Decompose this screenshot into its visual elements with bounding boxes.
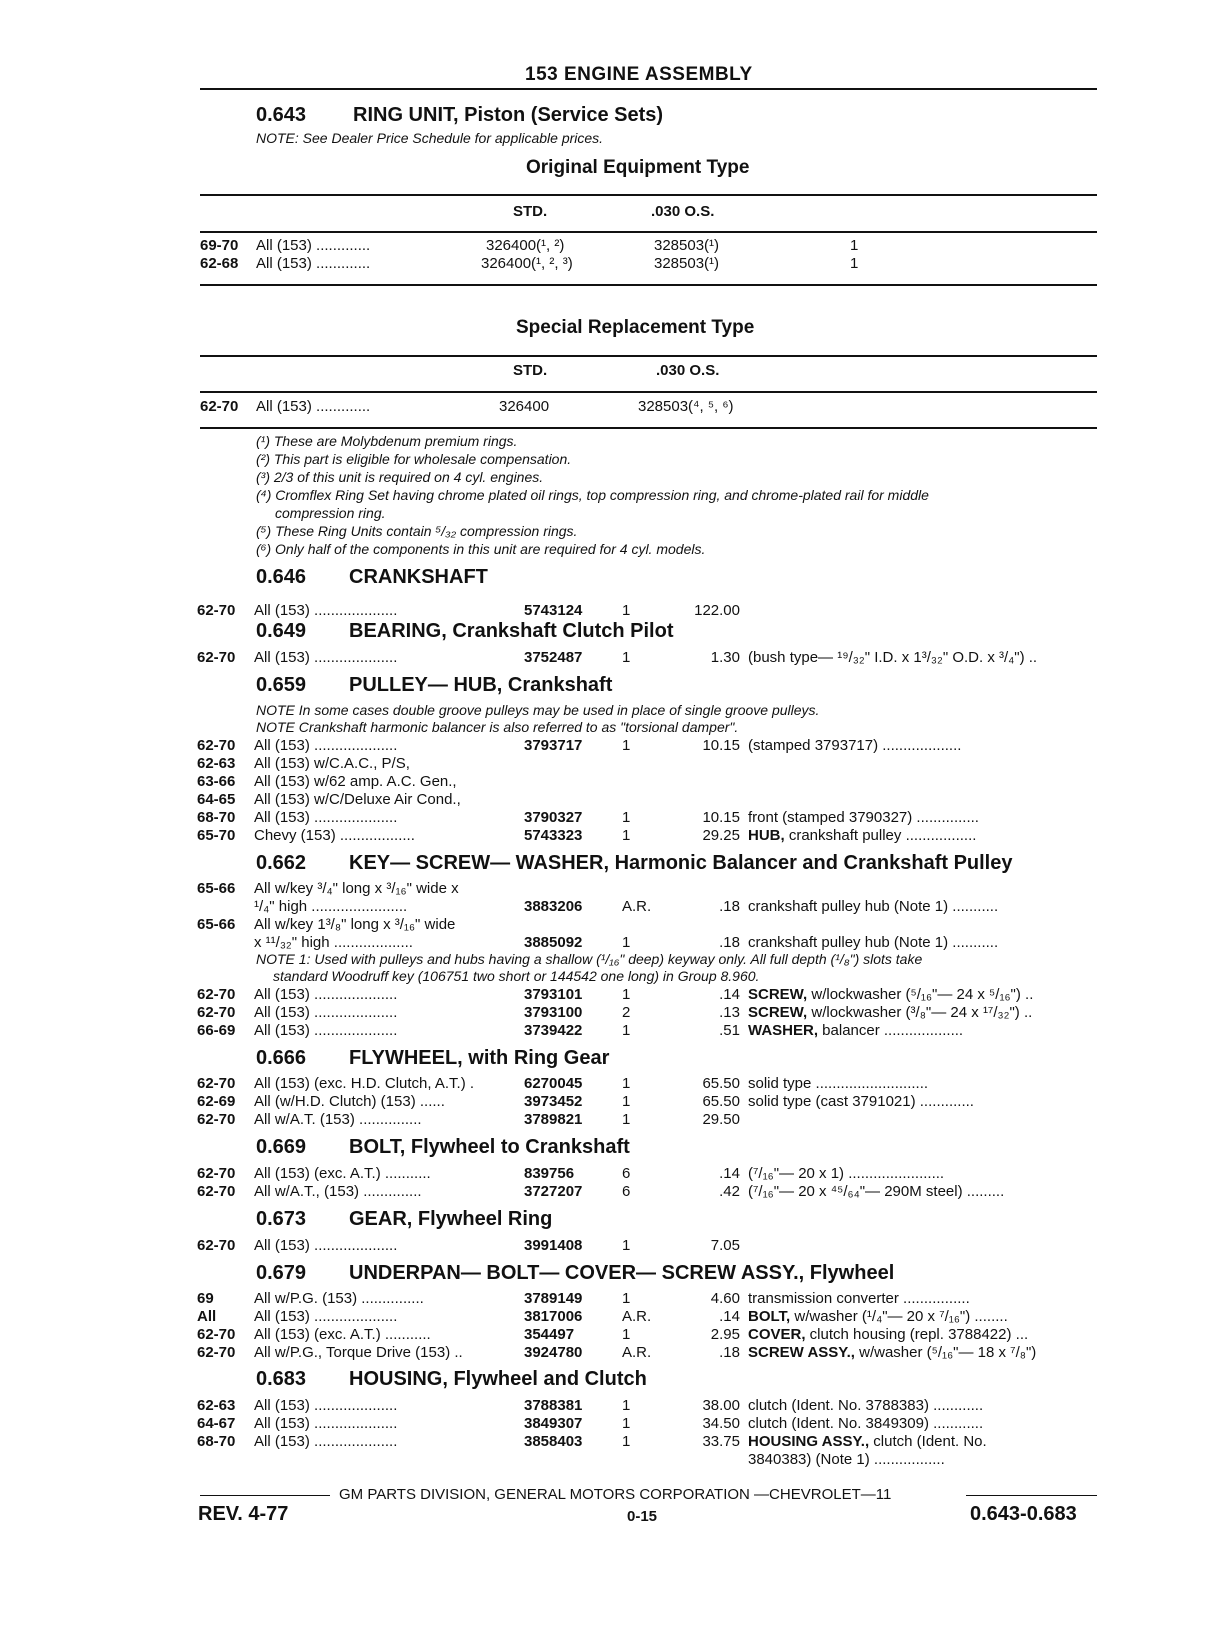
footnote: (⁴) Cromflex Ring Set having chrome plated oil rings, top compression ring, and chrome-plated rail for middle <box>256 487 929 503</box>
row-application: All (153) .................... <box>254 1237 398 1254</box>
section-name: CRANKSHAFT <box>349 566 488 588</box>
oe-table-head-rule <box>200 231 1097 233</box>
oe-table-top-rule <box>200 194 1097 196</box>
row-part-number: 3789821 <box>524 1111 583 1128</box>
row-years: 64-65 <box>197 791 236 808</box>
row-application: All (153) .................... <box>254 1308 398 1325</box>
row-description <box>748 898 998 915</box>
row-part-number: 3793101 <box>524 986 583 1003</box>
row-application: All (153) .................... <box>254 1004 398 1021</box>
row-years: 62-70 <box>197 649 236 666</box>
row-price: 1.30 <box>710 649 740 666</box>
section-note: NOTE 1: Used with pulleys and hubs having a shallow (¹/₁₆" deep) keyway only. All full depth (¹/₈") slots take <box>256 951 923 967</box>
sr-col-os: .030 O.S. <box>656 362 720 379</box>
section-name: RING UNIT, Piston (Service Sets) <box>353 104 664 126</box>
section-note: NOTE In some cases double groove pulleys may be used in place of single groove pulleys. <box>256 702 820 718</box>
row-price: 38.00 <box>702 1397 740 1414</box>
row-description-text: transmission converter ................ <box>748 1290 970 1307</box>
row-description-text: solid type ........................... <box>748 1075 929 1092</box>
sr-table-top-rule <box>200 355 1097 357</box>
row-part-number: 3924780 <box>524 1344 583 1361</box>
row-application: Chevy (153) .................. <box>254 827 415 844</box>
footer-range: 0.643-0.683 <box>970 1503 1077 1525</box>
footnote: (²) This part is eligible for wholesale compensation. <box>256 451 572 467</box>
row-application: All (153) w/C/Deluxe Air Cond., <box>254 791 461 808</box>
row-years: 62-70 <box>200 398 239 415</box>
row-application: All w/A.T. (153) ............... <box>254 1111 422 1128</box>
row-part-number: 839756 <box>524 1165 575 1182</box>
row-price: .14 <box>719 1308 740 1325</box>
row-price: 10.15 <box>702 737 740 754</box>
row-description-text: clutch (Ident. No. 3788383) ............ <box>748 1397 984 1414</box>
row-description-text: clutch (Ident. No. <box>869 1433 987 1450</box>
row-qty: 1 <box>622 1326 631 1343</box>
row-description <box>748 1397 983 1414</box>
sr-type-heading: Special Replacement Type <box>516 317 755 338</box>
row-part-number: 3858403 <box>524 1433 583 1450</box>
row-description <box>748 1290 970 1307</box>
row-qty: 1 <box>622 1237 631 1254</box>
row-part-number: 3883206 <box>524 898 583 915</box>
row-application: x ¹¹/₃₂" high ................... <box>254 934 413 951</box>
row-description-keyword: HUB, <box>748 827 785 844</box>
section-code: 0.666 <box>256 1047 307 1069</box>
row-std-part: 326400(¹, ², ³) <box>481 255 573 272</box>
row-qty: 1 <box>622 649 631 666</box>
row-application: All (153) .................... <box>254 986 398 1003</box>
row-price: 7.05 <box>710 1237 740 1254</box>
row-description-keyword: COVER, <box>748 1326 806 1343</box>
row-description-text: w/lockwasher (⁵/₁₆"— 24 x ⁵/₁₆") .. <box>807 986 1034 1003</box>
row-application: All (153) .................... <box>254 1022 398 1039</box>
section-name: FLYWHEEL, with Ring Gear <box>349 1047 610 1069</box>
row-application: All (153) w/C.A.C., P/S, <box>254 755 410 772</box>
row-price: .51 <box>719 1022 740 1039</box>
section-name: BOLT, Flywheel to Crankshaft <box>349 1136 630 1158</box>
row-qty: 1 <box>622 1075 631 1092</box>
row-description-text: (bush type— ¹⁹/₃₂" I.D. x 1³/₃₂" O.D. x ³/₄") .. <box>748 649 1038 666</box>
row-price: 65.50 <box>702 1075 740 1092</box>
page-title: 153 ENGINE ASSEMBLY <box>525 64 753 85</box>
row-description <box>748 809 979 826</box>
row-application: ¹/₄" high ....................... <box>254 898 408 915</box>
row-part-number: 3817006 <box>524 1308 583 1325</box>
row-qty: 1 <box>622 1093 631 1110</box>
row-years: 62-68 <box>200 255 239 272</box>
row-qty: 2 <box>622 1004 631 1021</box>
row-years: 68-70 <box>197 809 236 826</box>
row-years: 69 <box>197 1290 214 1307</box>
row-application: All (153) .................... <box>254 649 398 666</box>
row-description <box>748 1415 983 1432</box>
section-code: 0.673 <box>256 1208 307 1230</box>
section-name: KEY— SCREW— WASHER, Harmonic Balancer and Crankshaft Pulley <box>349 852 1013 874</box>
row-description <box>748 1183 1004 1200</box>
row-application: All (w/H.D. Clutch) (153) ...... <box>254 1093 445 1110</box>
row-price: .14 <box>719 1165 740 1182</box>
row-years: 62-70 <box>197 1326 236 1343</box>
row-os-part: 328503(¹) <box>654 237 720 254</box>
row-years: 62-70 <box>197 1344 236 1361</box>
row-description-keyword: SCREW, <box>748 1004 808 1021</box>
row-years: 62-70 <box>197 737 236 754</box>
row-part-number: 5743323 <box>524 827 583 844</box>
row-years: 64-67 <box>197 1415 236 1432</box>
row-price: 29.50 <box>702 1111 740 1128</box>
row-application: All (153) .................... <box>254 602 398 619</box>
section-code: 0.646 <box>256 566 307 588</box>
row-qty: 1 <box>622 986 631 1003</box>
section-name: HOUSING, Flywheel and Clutch <box>349 1368 647 1390</box>
row-os-part: 328503(¹) <box>654 255 720 272</box>
row-part-number: 3727207 <box>524 1183 583 1200</box>
row-description-text: front (stamped 3790327) ............... <box>748 809 979 826</box>
row-qty: 6 <box>622 1183 631 1200</box>
row-application: All (153) .................... <box>254 809 398 826</box>
row-description-text: crankshaft pulley hub (Note 1) ........... <box>748 934 999 951</box>
row-years: 65-66 <box>197 880 236 897</box>
section-code: 0.662 <box>256 852 307 874</box>
footer-page-number: 0-15 <box>627 1508 658 1525</box>
row-qty: A.R. <box>622 898 652 915</box>
row-application: All w/A.T., (153) .............. <box>254 1183 422 1200</box>
row-years: 62-70 <box>197 1165 236 1182</box>
row-part-number: 3752487 <box>524 649 583 666</box>
row-years: 69-70 <box>200 237 239 254</box>
row-description-text: w/washer (⁵/₁₆"— 18 x ⁷/₈") <box>854 1344 1037 1361</box>
row-years: 68-70 <box>197 1433 236 1450</box>
row-years: 62-70 <box>197 1183 236 1200</box>
row-price: .18 <box>719 1344 740 1361</box>
row-price: 122.00 <box>694 602 740 619</box>
row-description <box>748 1004 1032 1021</box>
row-os-part: 328503(⁴, ⁵, ⁶) <box>638 398 734 415</box>
section-code: 0.683 <box>256 1368 307 1390</box>
oe-col-std: STD. <box>513 203 548 220</box>
row-description <box>748 1093 974 1110</box>
row-part-number: 6270045 <box>524 1075 583 1092</box>
row-qty: 1 <box>622 1022 631 1039</box>
row-application: All (153) (exc. A.T.) ........... <box>254 1326 431 1343</box>
row-qty: 6 <box>622 1165 631 1182</box>
row-description-keyword: BOLT, <box>748 1308 791 1325</box>
row-description <box>748 737 961 754</box>
row-description <box>748 1344 1036 1361</box>
row-application: All (153) ............. <box>256 398 371 415</box>
row-qty: 1 <box>850 237 859 254</box>
row-description-keyword: WASHER, <box>748 1022 819 1039</box>
row-description-keyword: SCREW ASSY., <box>748 1344 855 1361</box>
oe-col-os: .030 O.S. <box>651 203 715 220</box>
row-price: .13 <box>719 1004 740 1021</box>
footer-revision: REV. 4-77 <box>198 1503 289 1525</box>
row-description-text: w/lockwasher (³/₈"— 24 x ¹⁷/₃₂") .. <box>807 1004 1033 1021</box>
row-description-text: (⁷/₁₆"— 20 x ⁴⁵/₆₄"— 290M steel) ......... <box>748 1183 1005 1200</box>
row-price: .18 <box>719 898 740 915</box>
row-part-number: 3788381 <box>524 1397 583 1414</box>
footnote: (³) 2/3 of this unit is required on 4 cyl. engines. <box>256 469 544 485</box>
section-code: 0.669 <box>256 1136 307 1158</box>
row-years: 62-70 <box>197 602 236 619</box>
footer-division: GM PARTS DIVISION, GENERAL MOTORS CORPORATION —CHEVROLET—11 <box>339 1486 892 1503</box>
sr-col-std: STD. <box>513 362 548 379</box>
sr-table-bottom-rule <box>200 427 1097 429</box>
row-qty: 1 <box>622 809 631 826</box>
row-years: 62-70 <box>197 1237 236 1254</box>
row-description-text: solid type (cast 3791021) ............. <box>748 1093 974 1110</box>
row-description <box>748 986 1033 1003</box>
row-description <box>748 1165 944 1182</box>
section-note: NOTE Crankshaft harmonic balancer is also referred to as "torsional damper". <box>256 719 739 735</box>
row-description-text: w/washer (¹/₄"— 20 x ⁷/₁₆") ........ <box>790 1308 1008 1325</box>
row-price: .14 <box>719 986 740 1003</box>
row-description-text: (stamped 3793717) ................... <box>748 737 962 754</box>
row-years: All <box>197 1308 217 1325</box>
footnote: (¹) These are Molybdenum premium rings. <box>256 433 518 449</box>
row-description-text: clutch (Ident. No. 3849309) ............ <box>748 1415 984 1432</box>
row-application: All (153) ............. <box>256 237 371 254</box>
row-qty: 1 <box>622 934 631 951</box>
footnote: (⁶) Only half of the components in this unit are required for 4 cyl. models. <box>256 541 706 557</box>
row-qty: 1 <box>850 255 859 272</box>
row-qty: A.R. <box>622 1344 652 1361</box>
row-description-keyword: HOUSING ASSY., <box>748 1433 870 1450</box>
row-part-number: 3973452 <box>524 1093 583 1110</box>
row-price: 2.95 <box>710 1326 740 1343</box>
row-application: All (153) .................... <box>254 1433 398 1450</box>
row-part-number: 3793717 <box>524 737 583 754</box>
row-qty: 1 <box>622 827 631 844</box>
row-qty: 1 <box>622 602 631 619</box>
row-part-number: 3739422 <box>524 1022 583 1039</box>
row-description-text: (⁷/₁₆"— 20 x 1) ....................... <box>748 1165 945 1182</box>
row-description <box>748 934 998 951</box>
row-description <box>748 827 976 844</box>
row-years: 65-66 <box>197 916 236 933</box>
row-description <box>748 1075 928 1092</box>
row-qty: 1 <box>622 1111 631 1128</box>
row-std-part: 326400(¹, ²) <box>486 237 565 254</box>
section-note: standard Woodruff key (106751 two short or 144542 one long) in Group 8.960. <box>273 968 760 984</box>
row-price: 29.25 <box>702 827 740 844</box>
row-qty: 1 <box>622 1415 631 1432</box>
row-part-number: 3793100 <box>524 1004 583 1021</box>
row-description-text: crankshaft pulley ................. <box>784 827 977 844</box>
footnote: compression ring. <box>275 505 386 521</box>
row-application: All (153) .................... <box>254 1415 398 1432</box>
row-part-number: 3790327 <box>524 809 583 826</box>
row-part-number: 354497 <box>524 1326 575 1343</box>
section-code: 0.659 <box>256 674 307 696</box>
row-description-text: 3840383) (Note 1) ................. <box>748 1451 945 1468</box>
row-application: All (153) .................... <box>254 1397 398 1414</box>
section-name: PULLEY— HUB, Crankshaft <box>349 674 613 696</box>
row-qty: A.R. <box>622 1308 652 1325</box>
row-years: 62-70 <box>197 1004 236 1021</box>
row-application: All (153) (exc. A.T.) ........... <box>254 1165 431 1182</box>
row-part-number: 3885092 <box>524 934 583 951</box>
footer-rule-right <box>966 1495 1097 1496</box>
row-application: All (153) ............. <box>256 255 371 272</box>
row-description <box>748 1308 1008 1325</box>
row-years: 62-63 <box>197 1397 236 1414</box>
section-code: 0.643 <box>256 104 307 126</box>
sr-table-head-rule <box>200 391 1097 393</box>
row-description <box>748 649 1037 666</box>
row-application: All w/P.G. (153) ............... <box>254 1290 424 1307</box>
row-application: All (153) (exc. H.D. Clutch, A.T.) . <box>254 1075 475 1092</box>
row-price: 34.50 <box>702 1415 740 1432</box>
row-part-number: 3991408 <box>524 1237 583 1254</box>
row-price: 33.75 <box>702 1433 740 1450</box>
row-price: .18 <box>719 934 740 951</box>
row-description <box>748 1326 1028 1343</box>
section-name: GEAR, Flywheel Ring <box>349 1208 553 1230</box>
row-years: 62-69 <box>197 1093 236 1110</box>
row-years: 62-63 <box>197 755 236 772</box>
row-price: .42 <box>719 1183 740 1200</box>
row-application: All w/key ³/₄" long x ³/₁₆" wide x <box>254 880 459 897</box>
row-std-part: 326400 <box>499 398 550 415</box>
row-qty: 1 <box>622 1433 631 1450</box>
row-description <box>748 1451 945 1468</box>
row-years: 65-70 <box>197 827 236 844</box>
row-description-keyword: SCREW, <box>748 986 808 1003</box>
section-code: 0.649 <box>256 620 307 642</box>
row-part-number: 3789149 <box>524 1290 583 1307</box>
row-part-number: 5743124 <box>524 602 583 619</box>
row-qty: 1 <box>622 1397 631 1414</box>
row-part-number: 3849307 <box>524 1415 583 1432</box>
row-description-text: clutch housing (repl. 3788422) ... <box>805 1326 1029 1343</box>
section-name: BEARING, Crankshaft Clutch Pilot <box>349 620 674 642</box>
row-description-text: crankshaft pulley hub (Note 1) ........... <box>748 898 999 915</box>
row-description-text: balancer ................... <box>818 1022 964 1039</box>
row-description <box>748 1433 987 1450</box>
row-years: 62-70 <box>197 1075 236 1092</box>
row-price: 10.15 <box>702 809 740 826</box>
row-years: 62-70 <box>197 986 236 1003</box>
header-rule <box>200 88 1097 90</box>
row-application: All w/P.G., Torque Drive (153) .. <box>254 1344 463 1361</box>
row-price: 4.60 <box>710 1290 740 1307</box>
section-code: 0.679 <box>256 1262 307 1284</box>
section-name: UNDERPAN— BOLT— COVER— SCREW ASSY., Flywheel <box>349 1262 895 1284</box>
row-description <box>748 1022 963 1039</box>
row-years: 63-66 <box>197 773 236 790</box>
row-application: All (153) w/62 amp. A.C. Gen., <box>254 773 457 790</box>
section-note: NOTE: See Dealer Price Schedule for applicable prices. <box>256 130 604 146</box>
footnote: (⁵) These Ring Units contain ⁵/₃₂ compression rings. <box>256 523 578 539</box>
footer-rule-left <box>200 1495 330 1496</box>
row-application: All (153) .................... <box>254 737 398 754</box>
oe-type-heading: Original Equipment Type <box>526 157 750 178</box>
row-qty: 1 <box>622 1290 631 1307</box>
row-qty: 1 <box>622 737 631 754</box>
row-price: 65.50 <box>702 1093 740 1110</box>
row-years: 66-69 <box>197 1022 236 1039</box>
row-years: 62-70 <box>197 1111 236 1128</box>
row-application: All w/key 1³/₈" long x ³/₁₆" wide <box>254 916 456 933</box>
oe-table-bottom-rule <box>200 284 1097 286</box>
